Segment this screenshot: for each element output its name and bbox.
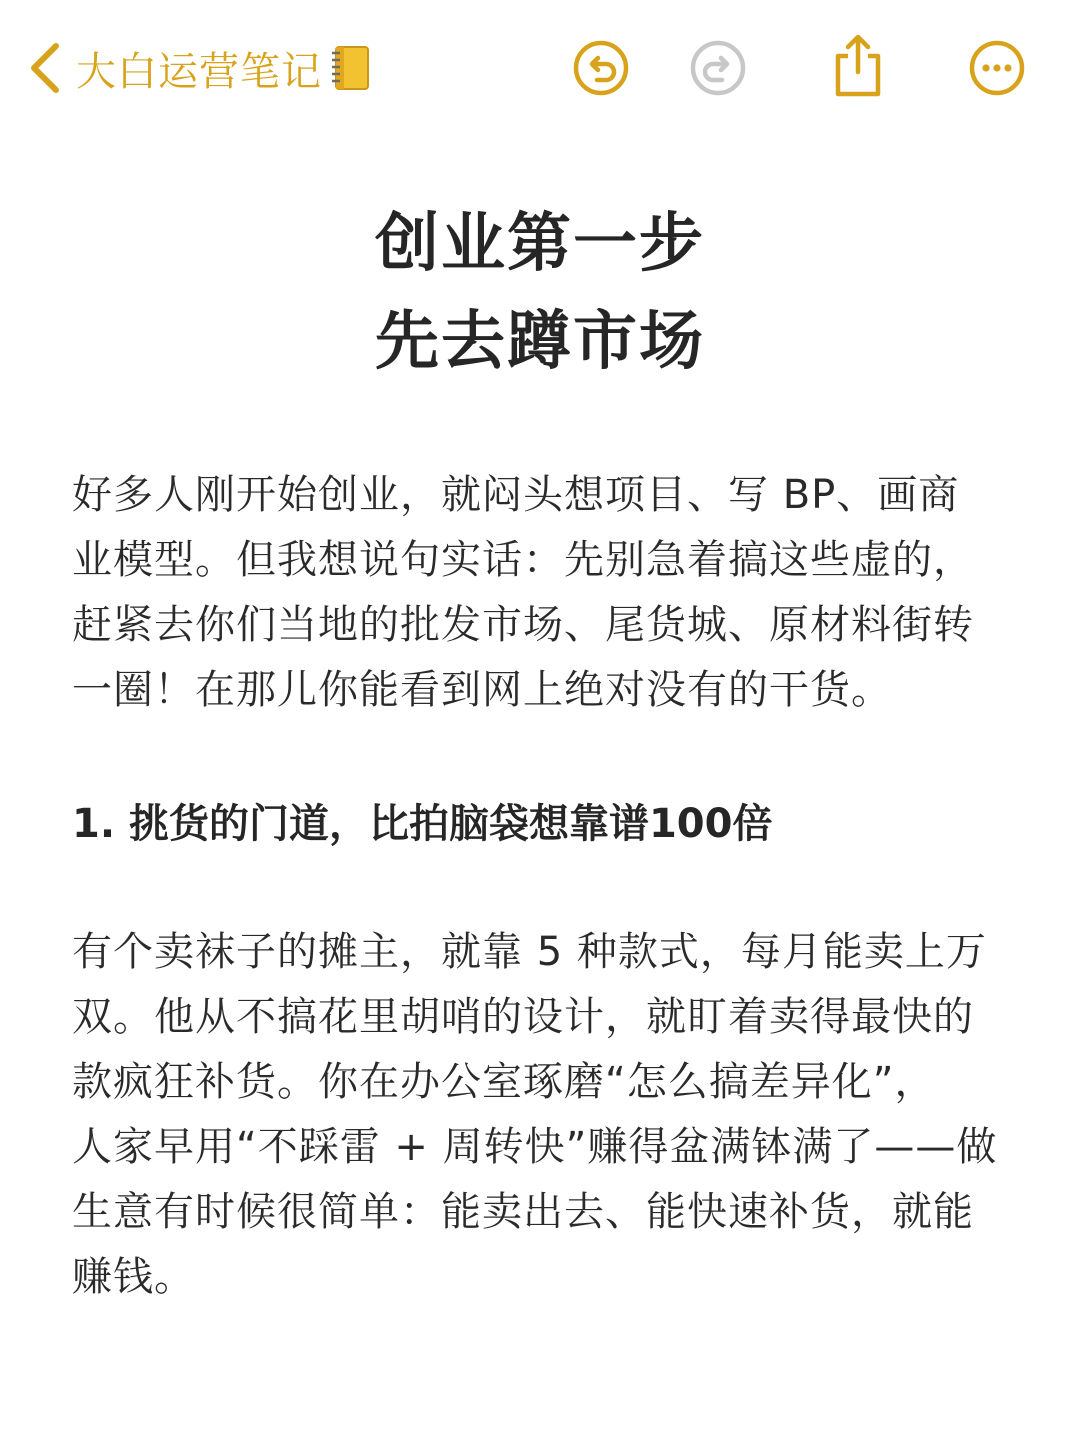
more-icon (967, 38, 1027, 98)
text-line: 款疯狂补货。你在办公室琢磨“怎么搞差异化”， (72, 1059, 936, 1105)
text-line: 赚钱。 (72, 1254, 195, 1300)
text-line: 业模型。但我想说句实话：先别急着搞这些虚的， (72, 537, 974, 583)
text-line: 双。他从不搞花里胡哨的设计，就盯着卖得最快的 (72, 994, 974, 1040)
text-line: 赶紧去你们当地的批发市场、尾货城、原材料街转 (72, 602, 974, 648)
notebook-icon (326, 43, 372, 93)
intro-paragraph[interactable] (72, 463, 1017, 723)
share-icon (828, 32, 888, 98)
note-title[interactable] (0, 195, 1080, 391)
chevron-left-icon (28, 40, 62, 96)
section-heading[interactable]: 1. 挑货的门道，比拍脑袋想靠谱100倍 (72, 801, 773, 847)
back-label: 大白运营笔记 (76, 48, 322, 95)
text-line: 有个卖袜子的摊主，就靠 5 种款式，每月能卖上万 (72, 929, 987, 975)
back-button[interactable] (28, 38, 372, 98)
navigation-bar (0, 0, 1080, 140)
title-line: 创业第一步 (375, 207, 705, 281)
text-line: 生意有时候很简单：能卖出去、能快速补货，就能 (72, 1189, 974, 1235)
undo-icon (571, 38, 631, 98)
title-line: 先去蹲市场 (375, 305, 705, 379)
redo-icon (688, 38, 748, 98)
text-line: 人家早用“不踩雷 + 周转快”赚得盆满钵满了——做 (72, 1124, 998, 1170)
more-button[interactable] (967, 38, 1027, 98)
undo-button[interactable] (571, 38, 631, 98)
redo-button[interactable] (688, 38, 748, 98)
share-button[interactable] (828, 32, 888, 92)
text-line: 好多人刚开始创业，就闷头想项目、写 BP、画商 (72, 472, 960, 518)
body-paragraph[interactable] (72, 920, 1017, 1310)
text-line: 一圈！在那儿你能看到网上绝对没有的干货。 (72, 667, 892, 713)
